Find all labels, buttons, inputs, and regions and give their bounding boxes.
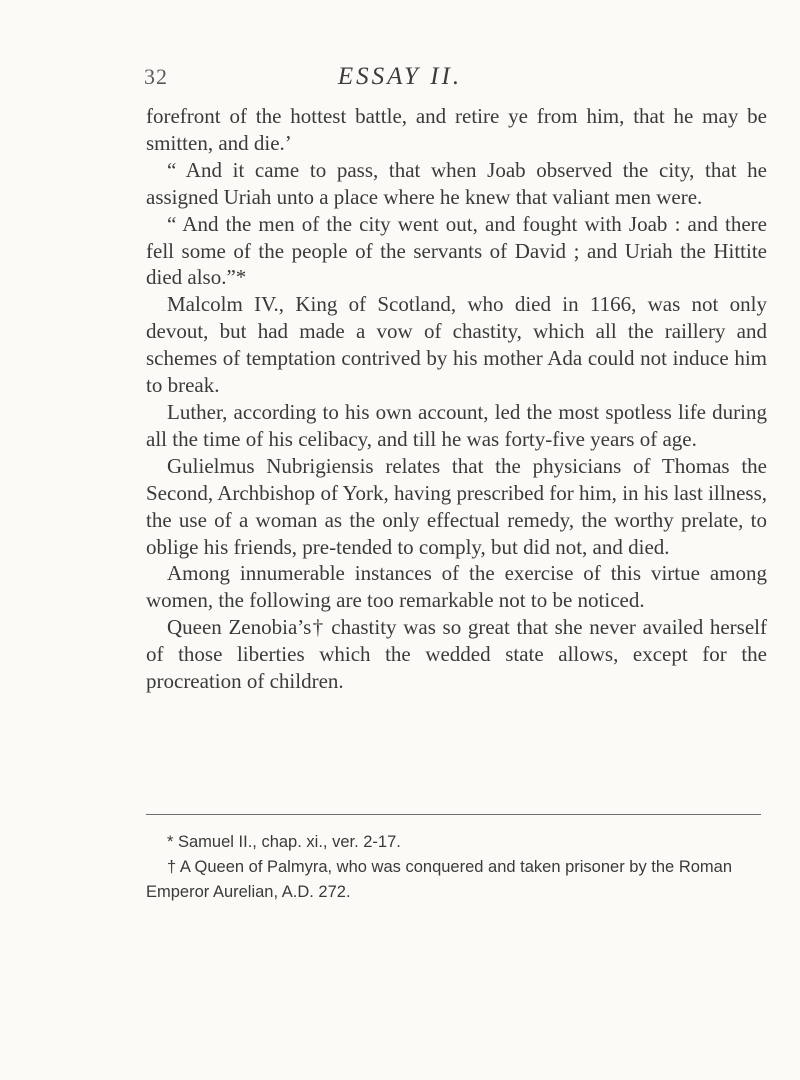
footnotes xyxy=(146,830,767,905)
paragraph-2: “ And it came to pass, that when Joab observed the city, that he assigned Uriah unto a place where he knew that valiant men were. xyxy=(146,157,767,209)
paragraph-5: Luther, according to his own account, led the most spotless life during all the time of his celibacy, and till he was forty-five years of age. xyxy=(146,399,767,451)
footnote-1: * Samuel II., chap. xi., ver. 2-17. xyxy=(167,833,401,851)
paragraph-3: “ And the men of the city went out, and fought with Joab : and there fell some of the people of the servants of David ; and Uriah the Hittite died also.”* xyxy=(146,211,767,290)
page-number: 32 xyxy=(144,64,168,89)
paragraph-6: Gulielmus Nubrigiensis relates that the physicians of Thomas the Second, Archbishop of York, having prescribed for him, in his last illness, the use of a woman as the only effectual remedy, the worthy prelate, to oblige his friends, pre-tended to comply, but did not, and died. xyxy=(146,453,767,559)
paragraph-4: Malcolm IV., King of Scotland, who died in 1166, was not only devout, but had made a vow of chastity, which all the raillery and schemes of temptation contrived by his mother Ada could not induce him to break. xyxy=(146,292,767,398)
footnote-2: † A Queen of Palmyra, who was conquered and taken prisoner by the Roman Emperor Aurelian, A.D. 272. xyxy=(146,858,733,901)
body-text xyxy=(146,103,767,695)
paragraph-7: Among innumerable instances of the exercise of this virtue among women, the following are too remarkable not to be noticed. xyxy=(146,561,767,613)
footnote-divider xyxy=(146,814,761,815)
paragraph-8: Queen Zenobia’s† chastity was so great that she never availed herself of those liberties which the wedded state allows, except for the procreation of children. xyxy=(146,615,767,694)
paragraph-1: forefront of the hottest battle, and retire ye from him, that he may be smitten, and die.’ xyxy=(146,104,767,155)
running-head: ESSAY II. xyxy=(337,63,463,90)
